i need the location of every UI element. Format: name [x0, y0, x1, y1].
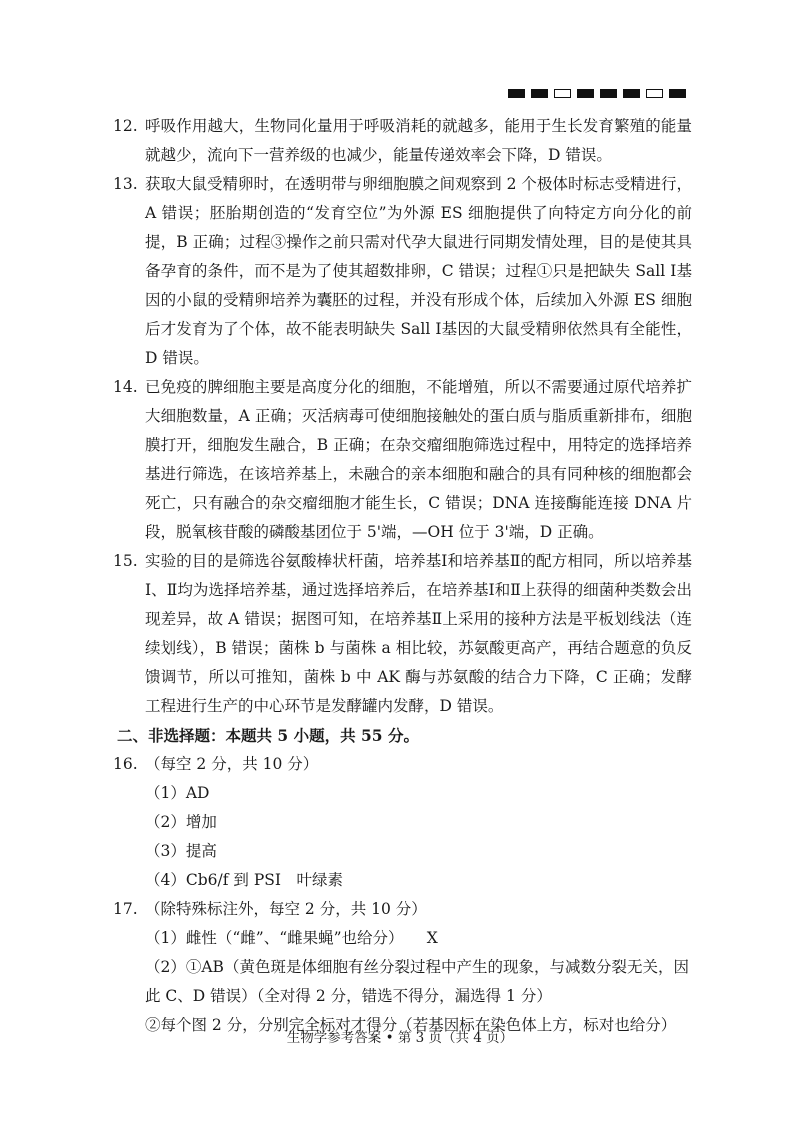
item-intro: （每空 2 分，共 10 分）	[145, 755, 319, 773]
sub-answer: （1）雌性（“雌”、“雌果蝇”也给分） X	[145, 929, 438, 947]
answer-content	[113, 112, 692, 1040]
item-text: 呼吸作用越大，生物同化量用于呼吸消耗的就越多，能用于生长发育繁殖的能量就越少，流向下一营养级的也减少，能量传递效率会下降，D 错误。	[145, 117, 692, 164]
answer-item-16	[113, 750, 692, 779]
item-number: 14.	[113, 378, 138, 396]
item-number: 13.	[113, 175, 138, 193]
answer-item-14	[113, 373, 692, 547]
answer-item-12	[113, 112, 692, 170]
header-mark	[531, 89, 548, 98]
sub-answer: （2）①AB（黄色斑是体细胞有丝分裂过程中产生的现象，与减数分裂无关，因此 C、D 错误）（全对得 2 分，错选不得分，漏选得 1 分）	[145, 958, 689, 1005]
answer-item-13	[113, 170, 692, 373]
sub-answer: （1）AD	[145, 784, 210, 802]
header-mark	[577, 89, 594, 98]
sub-answer: （3）提高	[145, 842, 217, 860]
answer-item-15	[113, 547, 692, 721]
item-number: 17.	[113, 900, 138, 918]
page-footer: 生物学参考答案 • 第 3 页（共 4 页）	[286, 1030, 514, 1046]
header-mark	[508, 89, 525, 98]
header-mark	[646, 89, 663, 98]
section-heading: 二、非选择题：本题共 5 小题，共 55 分。	[117, 726, 419, 745]
answer-item-17	[113, 895, 692, 924]
header-mark	[554, 89, 571, 98]
header-marks	[508, 89, 686, 98]
item-number: 15.	[113, 552, 138, 570]
sub-answer: ②每个图 2 分，分别完全标对才得分（若基因标在染色体上方，标对也给分）	[145, 1016, 677, 1034]
item-number: 12.	[113, 117, 138, 135]
sub-answer: （2）增加	[145, 813, 217, 831]
item-text: 已免疫的脾细胞主要是高度分化的细胞，不能增殖，所以不需要通过原代培养扩大细胞数量，A 正确；灭活病毒可使细胞接触处的蛋白质与脂质重新排布，细胞膜打开，细胞发生融合，B 正确；在杂交瘤细胞筛选过程中，用特定的选择培养基进行筛选，在该培养基上，未融合的亲本细胞和融合的具有同种核的细胞都会死亡，只有融合的杂交瘤细胞才能生长，C 错误；DNA 连接酶能连接 DNA 片段，脱氧核苷酸的磷酸基团位于 5'端，—OH 位于 3'端，D 正确。	[145, 378, 692, 541]
header-mark	[623, 89, 640, 98]
header-mark	[669, 89, 686, 98]
item-intro: （除特殊标注外，每空 2 分，共 10 分）	[145, 900, 427, 918]
item-text: 实验的目的是筛选谷氨酸棒状杆菌，培养基Ⅰ和培养基Ⅱ的配方相同，所以培养基Ⅰ、Ⅱ均为选择培养基，通过选择培养后，在培养基Ⅰ和Ⅱ上获得的细菌种类数会出现差异，故 A 错误；据图可知，在培养基Ⅱ上采用的接种方法是平板划线法（连续划线），B 错误；菌株 b 与菌株 a 相比较，苏氨酸更高产，再结合题意的负反馈调节，所以可推知，菌株 b 中 AK 酶与苏氨酸的结合力下降，C 正确；发酵工程进行生产的中心环节是发酵罐内发酵，D 错误。	[145, 552, 692, 715]
sub-answer: （4）Cb6/f 到 PSⅠ 叶绿素	[145, 871, 343, 889]
header-mark	[600, 89, 617, 98]
item-number: 16.	[113, 755, 138, 773]
item-text: 获取大鼠受精卵时，在透明带与卵细胞膜之间观察到 2 个极体时标志受精进行，A 错误；胚胎期创造的“发育空位”为外源 ES 细胞提供了向特定方向分化的前提，B 正确；过程③操作之前只需对代孕大鼠进行同期发情处理，目的是使其具备孕育的条件，而不是为了使其超数排卵，C 错误；过程①只是把缺失 Sall Ⅰ基因的小鼠的受精卵培养为囊胚的过程，并没有形成个体，后续加入外源 ES 细胞后才发育为了个体，故不能表明缺失 Sall Ⅰ基因的大鼠受精卵依然具有全能性，D 错误。	[145, 175, 692, 367]
